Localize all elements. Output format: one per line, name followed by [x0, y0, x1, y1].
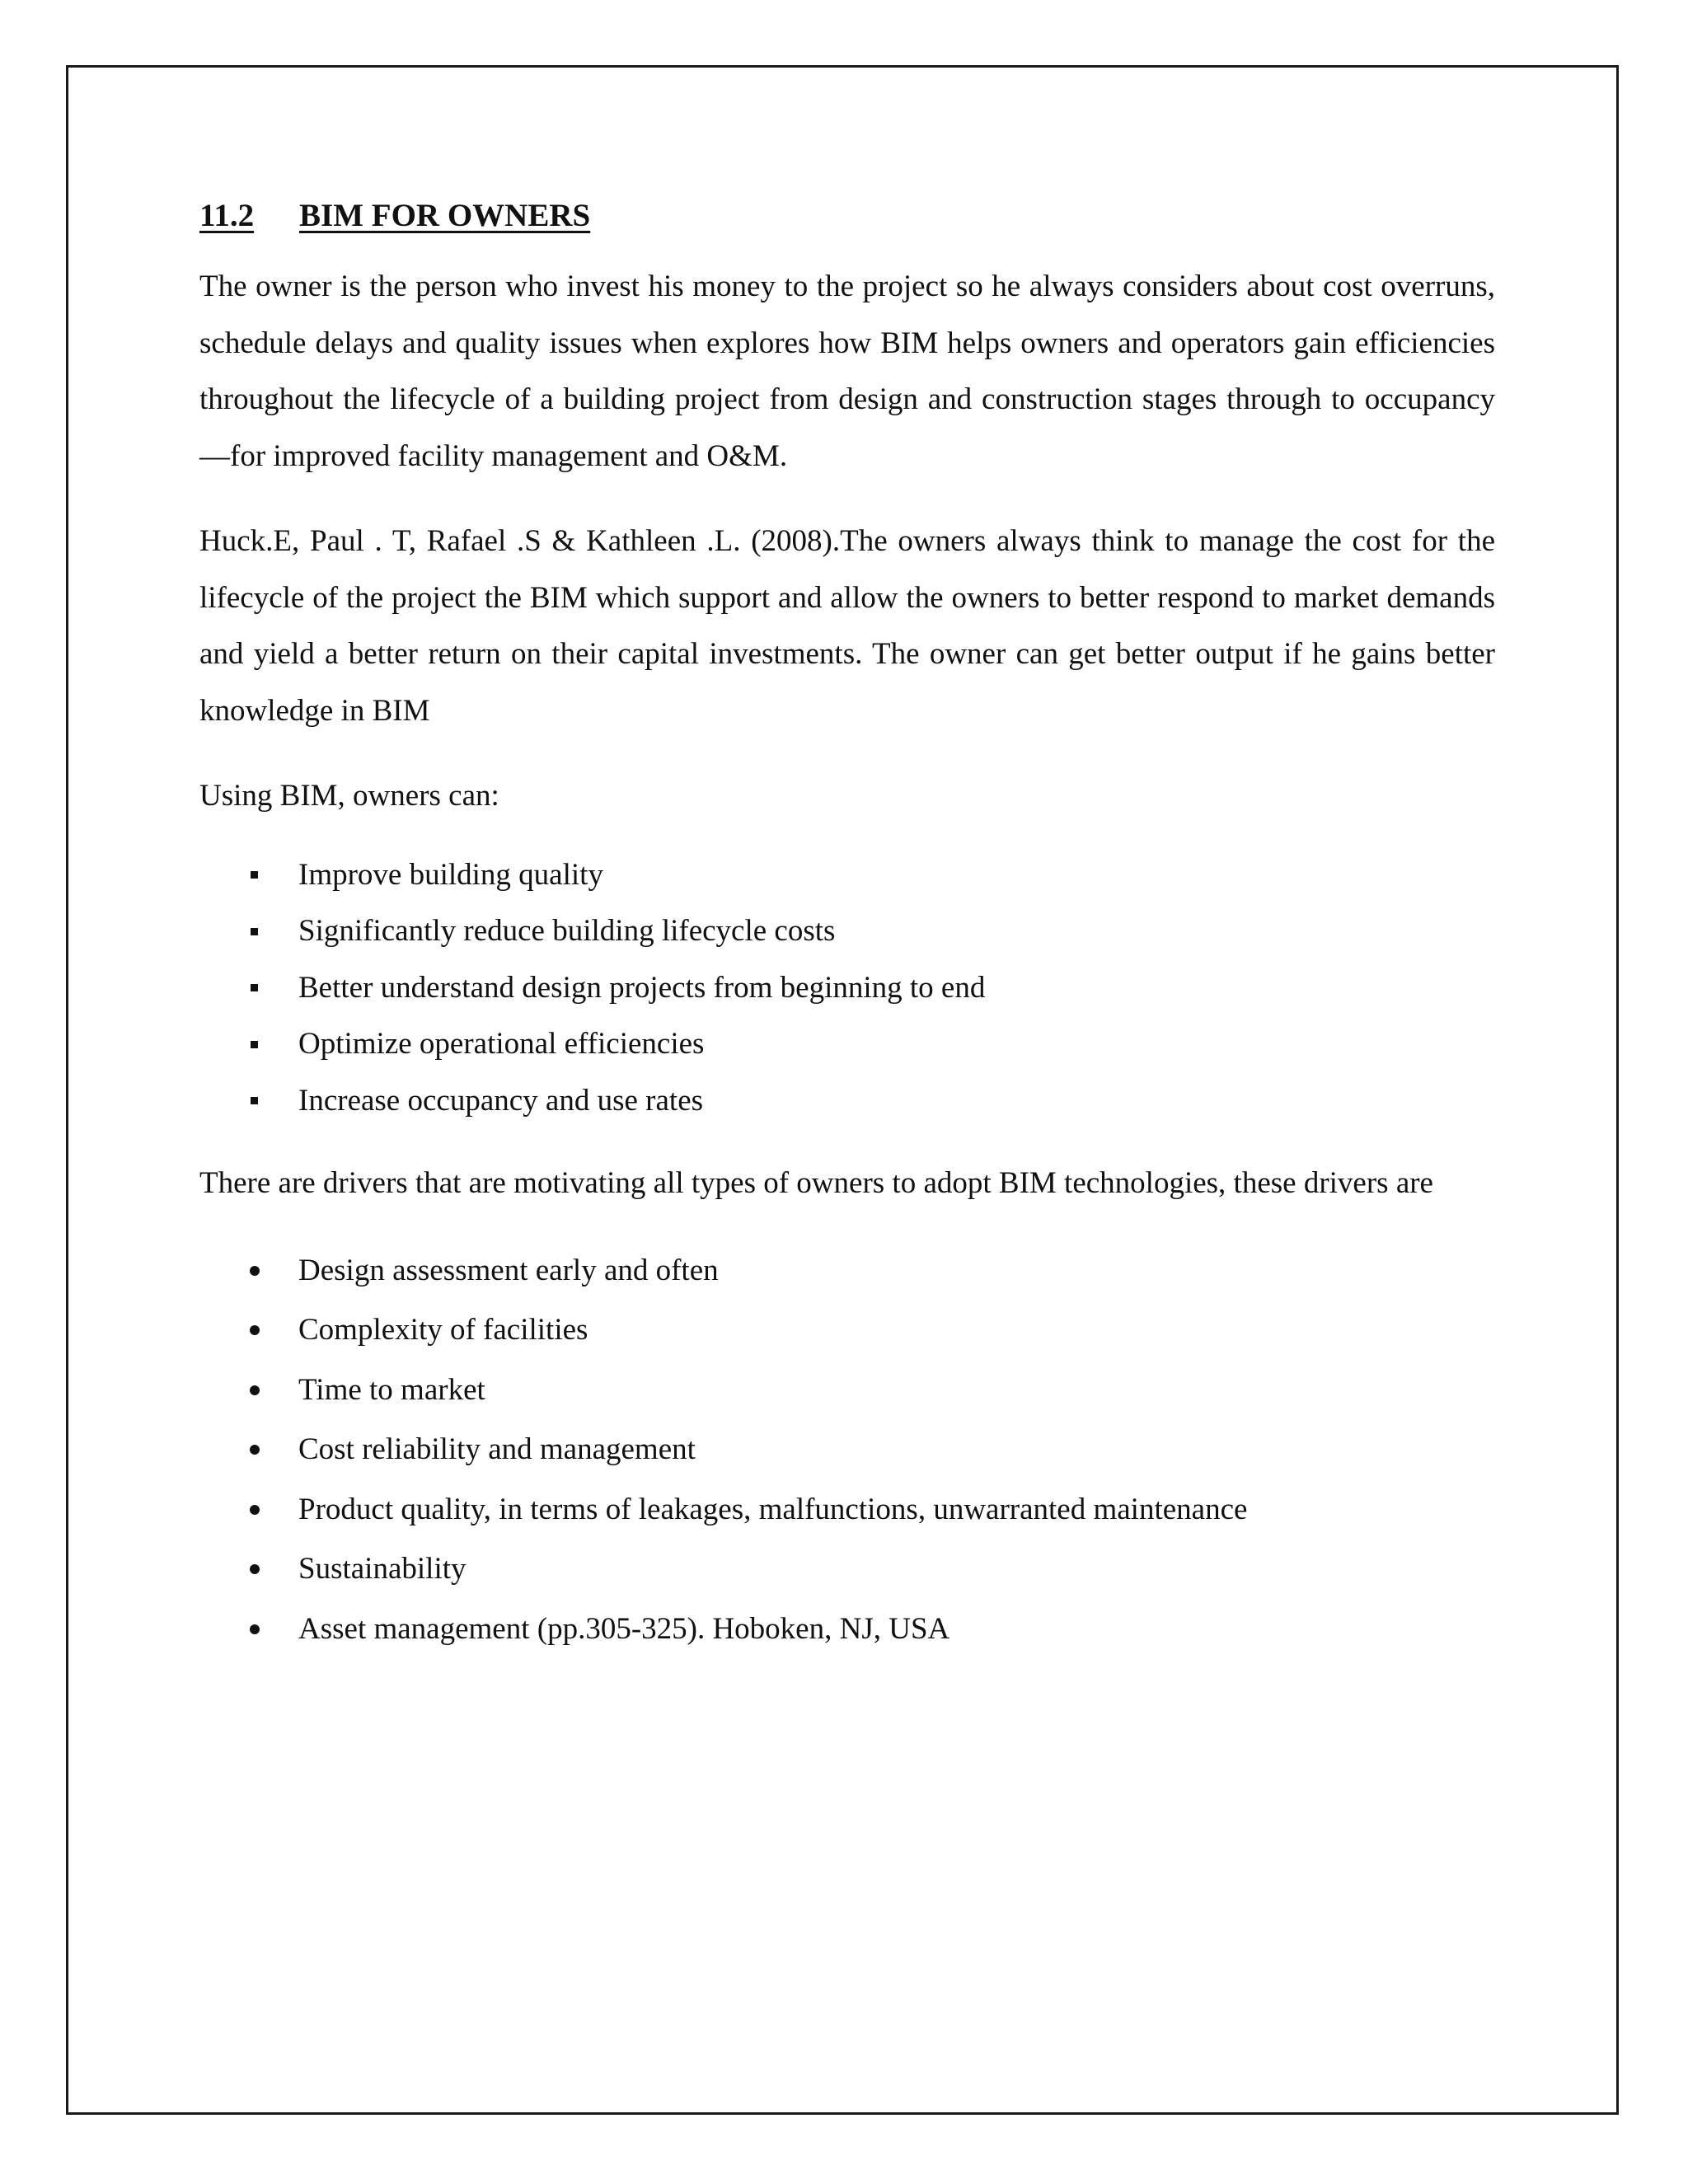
list-item-text: Optimize operational efficiencies	[298, 1027, 705, 1061]
list-item	[199, 903, 1495, 960]
disc-bullet-icon	[249, 1301, 274, 1360]
list-item-text: Product quality, in terms of leakages, malfunctions, unwarranted maintenance	[298, 1492, 1248, 1526]
list-item	[199, 1540, 1495, 1600]
section-heading	[199, 191, 1495, 241]
disc-bullet-icon	[249, 1600, 274, 1659]
paragraph-citation: Huck.E, Paul . T, Rafael .S & Kathleen .L. (2008).The owners always think to manage the cost for the lifecycle of the project the BIM which support and allow the owners to better respond to market demands and yield a better return on their capital investments. The owner can get better output if he gains better knowledge in BIM	[199, 524, 1495, 728]
list-item	[199, 1241, 1495, 1301]
square-bullet-icon	[249, 960, 274, 1016]
list-item-text: Asset management (pp.305-325). Hoboken, NJ, USA	[298, 1611, 950, 1646]
list-item	[199, 1480, 1495, 1540]
list-item	[199, 1361, 1495, 1421]
benefits-list	[199, 847, 1495, 1130]
list-item	[199, 960, 1495, 1017]
document-body	[199, 191, 1495, 1685]
list-item	[199, 1420, 1495, 1480]
list-item	[199, 1600, 1495, 1660]
list-item-text: Improve building quality	[298, 857, 603, 892]
disc-bullet-icon	[249, 1241, 274, 1301]
list-item-text: Increase occupancy and use rates	[298, 1083, 704, 1118]
square-bullet-icon	[249, 1073, 274, 1129]
list-item	[199, 1073, 1495, 1130]
square-bullet-icon	[249, 903, 274, 959]
disc-bullet-icon	[249, 1420, 274, 1479]
paragraph-drivers: There are drivers that are motivating all types of owners to adopt BIM technologies, these drivers are	[199, 1166, 1433, 1200]
list-item	[199, 847, 1495, 904]
list-item	[199, 1016, 1495, 1073]
paragraph-using-bim: Using BIM, owners can:	[199, 779, 499, 813]
list-item-text: Cost reliability and management	[298, 1432, 696, 1466]
square-bullet-icon	[249, 847, 274, 903]
section-number: 11.2	[199, 198, 255, 233]
list-item-text: Sustainability	[298, 1552, 467, 1586]
disc-bullet-icon	[249, 1540, 274, 1599]
section-title: BIM FOR OWNERS	[299, 198, 591, 233]
list-item	[199, 1301, 1495, 1361]
square-bullet-icon	[249, 1016, 274, 1072]
disc-bullet-icon	[249, 1361, 274, 1420]
list-item-text: Time to market	[298, 1372, 485, 1407]
drivers-list	[199, 1241, 1495, 1660]
list-item-text: Complexity of facilities	[298, 1313, 588, 1347]
disc-bullet-icon	[249, 1480, 274, 1540]
paragraph-owner-intro: The owner is the person who invest his money to the project so he always considers about cost overruns, schedule delays and quality issues when explores how BIM helps owners and operators gain efficiencies throughout the lifecycle of a building project from design and construction stages through to occupancy—for improved facility management and O&M.	[199, 269, 1495, 473]
list-item-text: Significantly reduce building lifecycle costs	[298, 914, 836, 948]
list-item-text: Design assessment early and often	[298, 1253, 719, 1287]
list-item-text: Better understand design projects from beginning to end	[298, 970, 986, 1005]
